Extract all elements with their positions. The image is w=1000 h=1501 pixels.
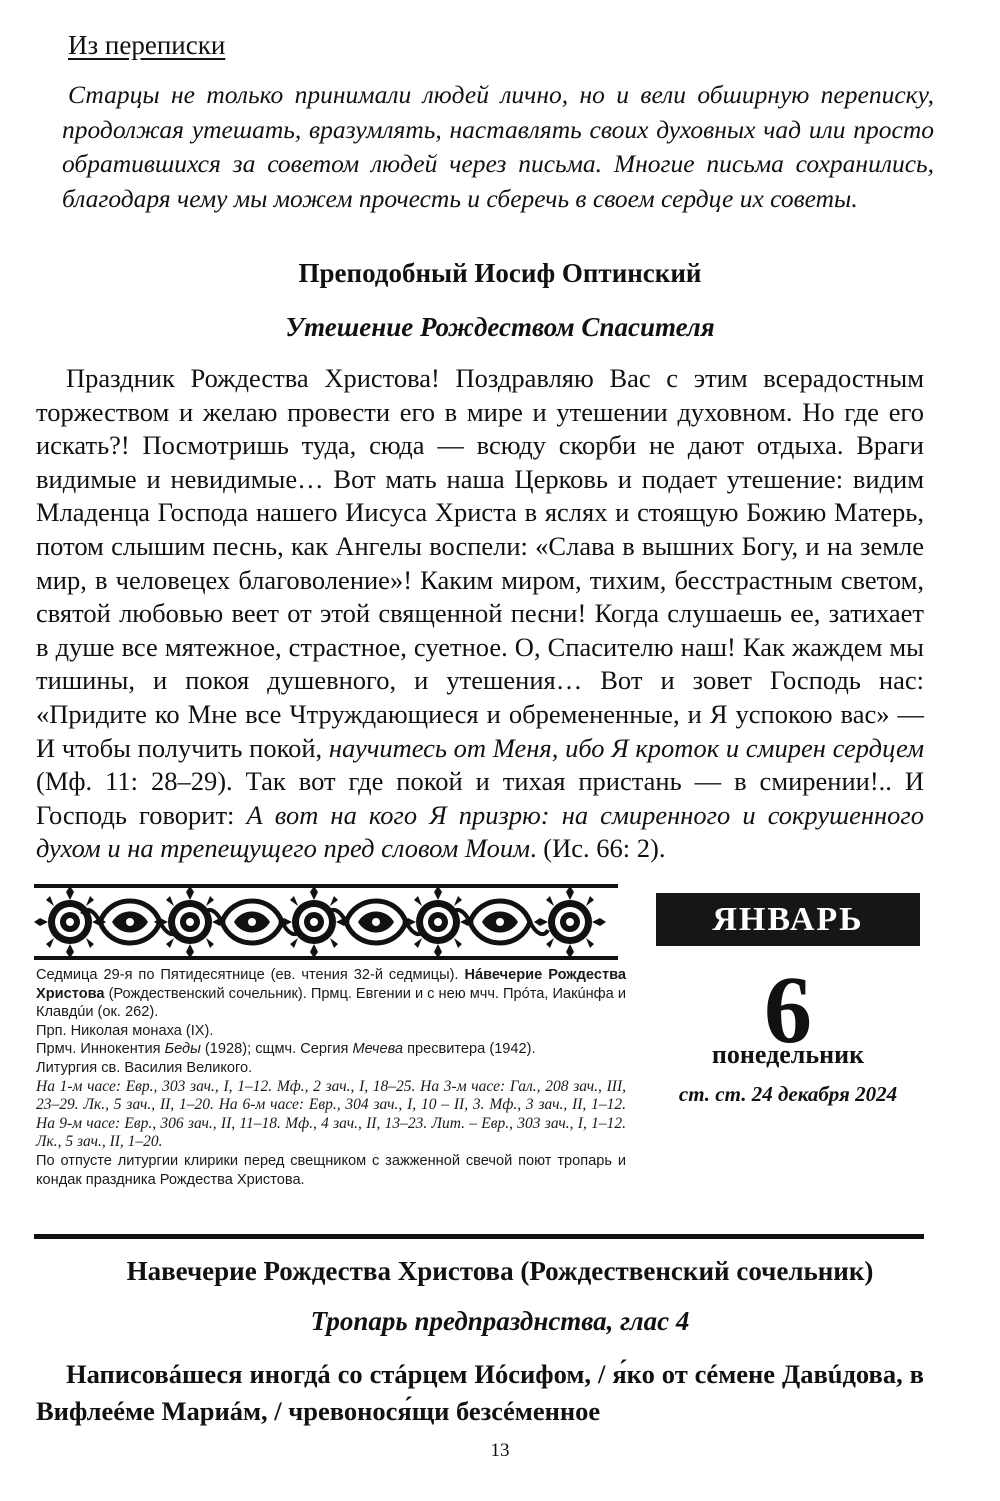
troparion-title: Тропарь предпразднства, глас 4: [310, 1306, 690, 1336]
letter-author: Преподобный Иосиф Оптинский: [298, 258, 702, 288]
letter-text-2: (Мф. 11: 28–29). Так вот где покой и тихая пристань — в смирении!.. И Господь говорит:: [36, 766, 924, 830]
calendar-entry: [36, 966, 626, 1189]
intro-paragraph: Старцы не только принимали людей лично, но и вели обширную переписку, продолжая утешать, вразумлять, наставлять своих духовных чад или просто обратившихся за советом людей через письма. Многие письма сохранились, благодаря чему мы можем прочесть и сберечь в своем сердце их советы.: [62, 80, 934, 213]
calendar-readings: На 1-м часе: Евр., 303 зач., I, 1–12. Мф., 2 зач., I, 18–25. На 3-м часе: Гал., 208 зач., III, 23–29. Лк., 5 зач., II, 1–20. На 6-м часе: Евр., 304 зач., I, 10 – II, 3. Мф., 3 зач., II, 1–12. На 9-м часе: Евр., 306 зач., II, 11–18. Мф., 4 зач., II, 13–23. Лит. – Евр., 303 зач., I, 1–12. Лк., 5 зач., II, 1–20.: [36, 1077, 626, 1151]
calendar-note: По отпусте литургии клирики перед свещником с зажженной свечой поют тропарь и кондак праздника Рождества Христова.: [36, 1152, 626, 1188]
letter-quote-1: научитесь от Меня, ибо Я кроток и смирен сердцем: [328, 732, 925, 763]
saint2-part-d: Мечева: [352, 1041, 404, 1058]
feast-name-bold: Нáвечерие Рождества Христова: [36, 967, 626, 1002]
letter-quote-2: А вот на кого Я призрю: на смиренного и сокрушенного духом и на трепещущего пред словом Моим: [36, 799, 924, 864]
letter-text-1: Праздник Рождества Христова! Поздравляю Вас с этим всерадостным торжеством и желаю провести его в мире и утешении духовном. Но где его искать?! Посмотришь туда, сюда — всюду скорби не дают отдыха. Враги видимые и невидимые… Вот мать наша Церковь и подает утешение: видим Младенца Господа нашего Иисуса Христа в яслях и стоящую Божию Матерь, потом слышим песнь, как Ангелы воспели: «Слава в вышних Богу, и на земле мир, в человецех благоволение»! Каким миром, тихим, бесстрастным светом, святой любовью веет от этой священной песни! Когда слушаешь ее, затихает в душе все мятежное, страстное, суетное. О, Спасителю наш! Как жаждем мы тишины, и покоя душевного, и утешения… Вот и зовет Господь нас: «Придите ко Мне все Чтруждающиеся и обремененные, и Я успокою вас» — И чтобы получить покой,: [36, 363, 924, 763]
calendar-saint-1: Прп. Николая монаха (IX).: [36, 1022, 214, 1039]
calendar-saint-2: [36, 1040, 626, 1059]
section-title: Из переписки: [68, 30, 226, 60]
calendar-week: [36, 966, 626, 1022]
saint2-part-c: (1928); сщмч. Сергия: [200, 1041, 353, 1058]
week-text: Седмица 29-я по Пятидесятнице (ев. чтения 32-й седмицы).: [36, 967, 465, 983]
feast-title: Навечерие Рождества Христова (Рождественский сочельник): [126, 1256, 874, 1286]
letter-title: Утешение Рождеством Спасителя: [285, 312, 715, 342]
saint2-part-a: Прмч. Иннокентия: [36, 1041, 165, 1058]
weekday-label: понедельник: [711, 1040, 865, 1069]
saint2-part-e: пресвитера (1942).: [403, 1041, 536, 1058]
feast-saints: (Рождественский сочельник). Прмц. Евгении и с нею мчч. Прóта, Иакúнфа и Клавдúи (ок. 262).: [36, 985, 627, 1021]
calendar-liturgy: Литургия св. Василия Великого.: [36, 1059, 253, 1076]
old-style-date: ст. ст. 24 декабря 2024: [678, 1082, 898, 1106]
troparion-text: Написовáшеся иногдá со стáрцем Иóсифом, / я́ко от сéмене Давúдова, в Вифлеéме Мариáм, / чревонося́щи безсéменное: [36, 1359, 924, 1426]
month-label: ЯНВАРЬ: [656, 893, 920, 946]
letter-body: [36, 362, 924, 866]
horizontal-rule: [34, 1234, 924, 1239]
page-number: 13: [490, 1440, 510, 1461]
floral-ornament: [34, 882, 618, 962]
saint2-part-b: Беды: [164, 1041, 201, 1058]
letter-text-3: . (Ис. 66: 2).: [530, 833, 666, 864]
day-number: 6: [764, 956, 812, 1063]
